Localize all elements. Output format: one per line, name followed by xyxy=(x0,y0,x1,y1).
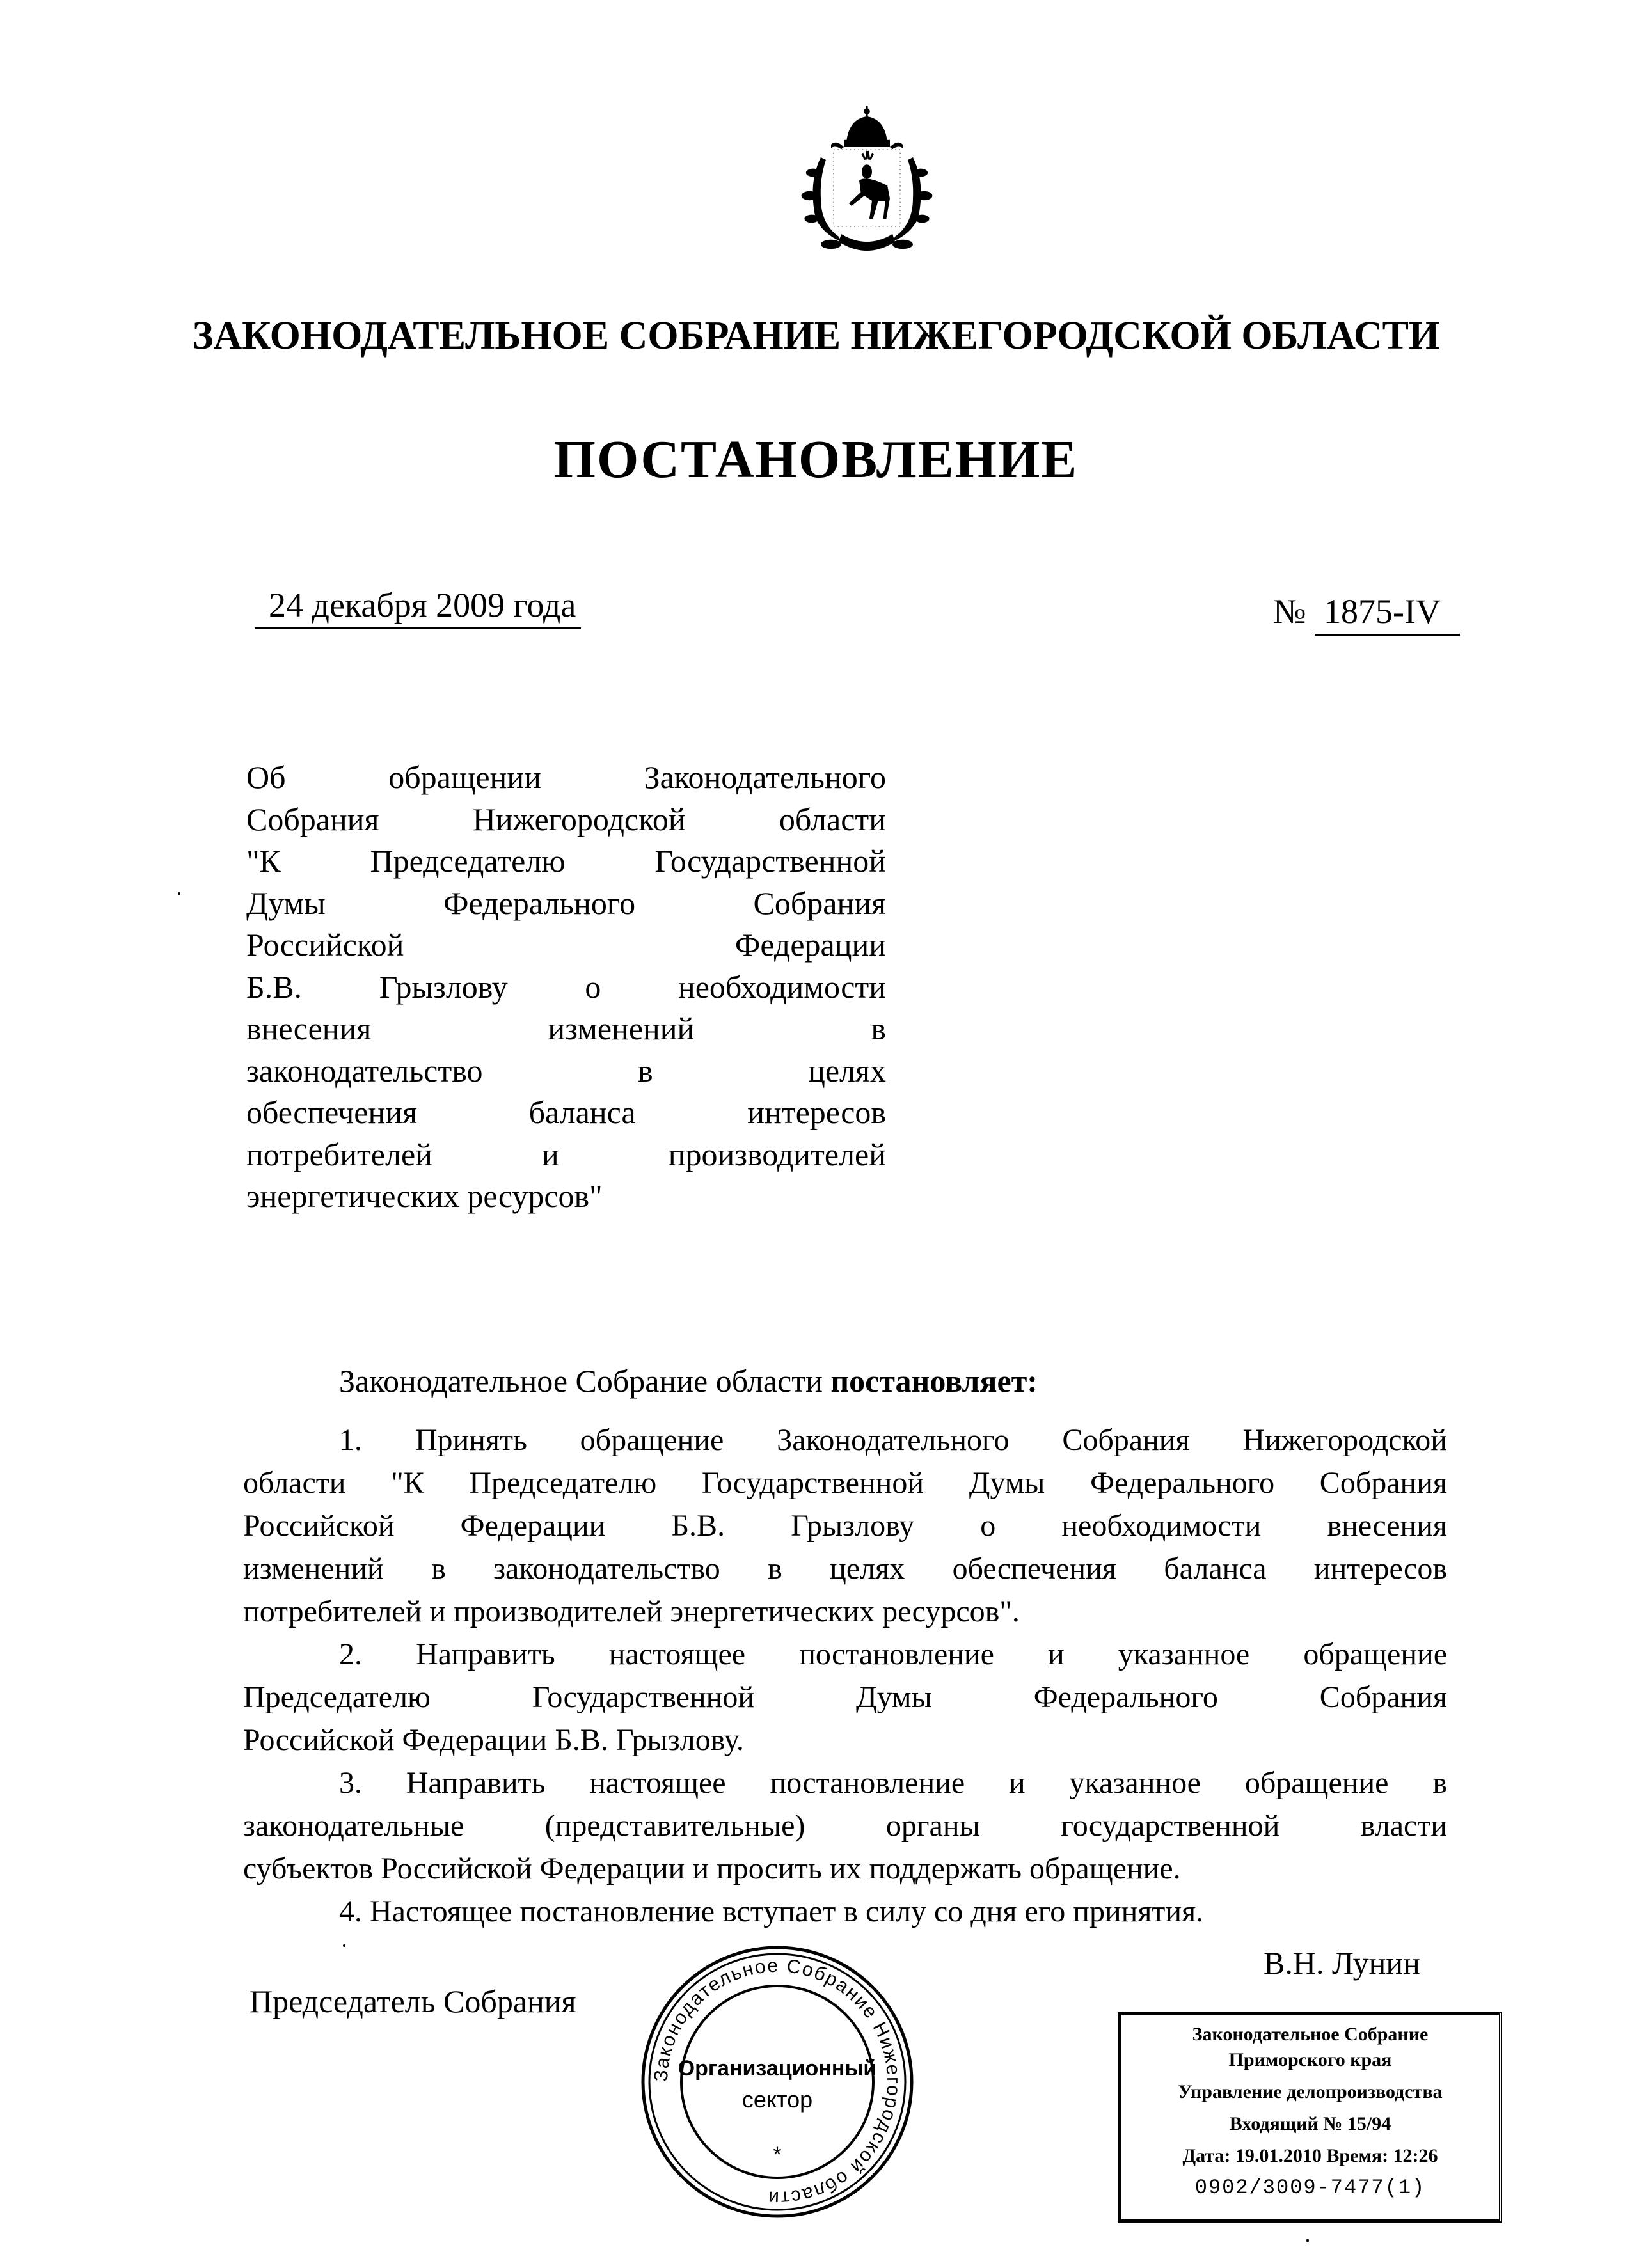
subject-line: энергетических ресурсов" xyxy=(246,1178,603,1214)
item-4-line: 4. Настоящее постановление вступает в силу со дня его принятия. xyxy=(339,1894,1204,1928)
preamble xyxy=(339,1362,1038,1399)
scan-speck xyxy=(178,892,180,895)
registration-stamp xyxy=(1118,2012,1502,2223)
seal-center-line1: Организационный xyxy=(677,2056,877,2081)
subject-line: Собрания Нижегородской области xyxy=(246,801,886,837)
item-2-line: Председателю Государственной Думы Федерального Собрания xyxy=(243,1680,1447,1714)
number-sign: № xyxy=(1273,592,1306,631)
subject-line: законодательство в целях xyxy=(246,1052,886,1089)
item-3-line: 3. Направить настоящее постановление и указанное обращение в xyxy=(339,1766,1447,1800)
document-type-heading: ПОСТАНОВЛЕНИЕ xyxy=(553,430,1079,489)
subject-line: внесения изменений в xyxy=(246,1011,886,1046)
signer-name: В.Н. Лунин xyxy=(1264,1945,1420,1981)
number-value: 1875-IV xyxy=(1315,592,1460,636)
seal-center-line2: сектор xyxy=(741,2086,813,2113)
subject-line: потребителей и производителей xyxy=(246,1136,886,1172)
svg-text:Законодательное Собрание Нижег xyxy=(651,1955,904,2209)
seal-ring-text: Законодательное Собрание Нижегородской области xyxy=(650,1955,905,2209)
scan-speck xyxy=(1306,2239,1309,2242)
stamp-overprint-number: 0902/3009-7477(1) xyxy=(1194,2176,1426,2200)
subject-line: обеспечения баланса интересов xyxy=(246,1094,886,1130)
item-2-line: 2. Направить настоящее постановление и указанное обращение xyxy=(339,1637,1447,1671)
document-date: 24 декабря 2009 года xyxy=(255,585,581,629)
resolution-body xyxy=(243,1419,1447,1933)
stamp-line-3: Управление делопроизводства xyxy=(1178,2081,1443,2102)
item-1-line: изменений в законодательство в целях обеспечения баланса интересов xyxy=(243,1552,1447,1586)
crown-icon xyxy=(831,106,903,149)
item-3-line: субъектов Российской Федерации и просить их поддержать обращение. xyxy=(243,1852,1181,1886)
item-1-line: 1. Принять обращение Законодательного Собрания Нижегородской xyxy=(339,1423,1447,1457)
preamble-text: Законодательное Собрание области xyxy=(339,1363,823,1399)
document-number xyxy=(1273,592,1460,636)
organization-title: ЗАКОНОДАТЕЛЬНОЕ СОБРАНИЕ НИЖЕГОРОДСКОЙ ОБЛАСТИ xyxy=(192,314,1440,358)
subject-block xyxy=(246,757,886,1218)
preamble-emphasis: постановляет: xyxy=(830,1363,1038,1399)
subject-line: Российской Федерации xyxy=(246,927,886,963)
subject-line: Б.В. Грызлову о необходимости xyxy=(246,968,886,1005)
deer-icon xyxy=(849,151,890,219)
subject-line: "К Председателю Государственной xyxy=(246,843,886,879)
item-2-line: Российской Федерации Б.В. Грызлову. xyxy=(243,1723,744,1757)
item-1-line: области "К Председателю Государственной Думы Федерального Собрания xyxy=(243,1466,1447,1500)
item-3-line: законодательные (представительные) органы государственной власти xyxy=(243,1809,1447,1843)
stamp-line-5: Дата: 19.01.2010 Время: 12:26 xyxy=(1182,2145,1438,2166)
coat-of-arms-emblem xyxy=(765,90,969,281)
seal-star-icon: * xyxy=(773,2143,782,2167)
official-seal xyxy=(640,1944,915,2219)
subject-line: Думы Федерального Собрания xyxy=(246,885,886,921)
item-1-line: потребителей и производителей энергетических ресурсов". xyxy=(243,1595,1020,1628)
subject-line: Об обращении Законодательного xyxy=(246,759,886,795)
stamp-line-2: Приморского края xyxy=(1228,2049,1392,2070)
item-1-line: Российской Федерации Б.В. Грызлову о необходимости внесения xyxy=(243,1509,1447,1543)
stamp-line-1: Законодательное Собрание xyxy=(1192,2024,1429,2045)
scan-speck xyxy=(343,1944,345,1947)
stamp-line-4: Входящий № 15/94 xyxy=(1229,2113,1391,2134)
signature-title: Председатель Собрания xyxy=(250,1983,576,2019)
